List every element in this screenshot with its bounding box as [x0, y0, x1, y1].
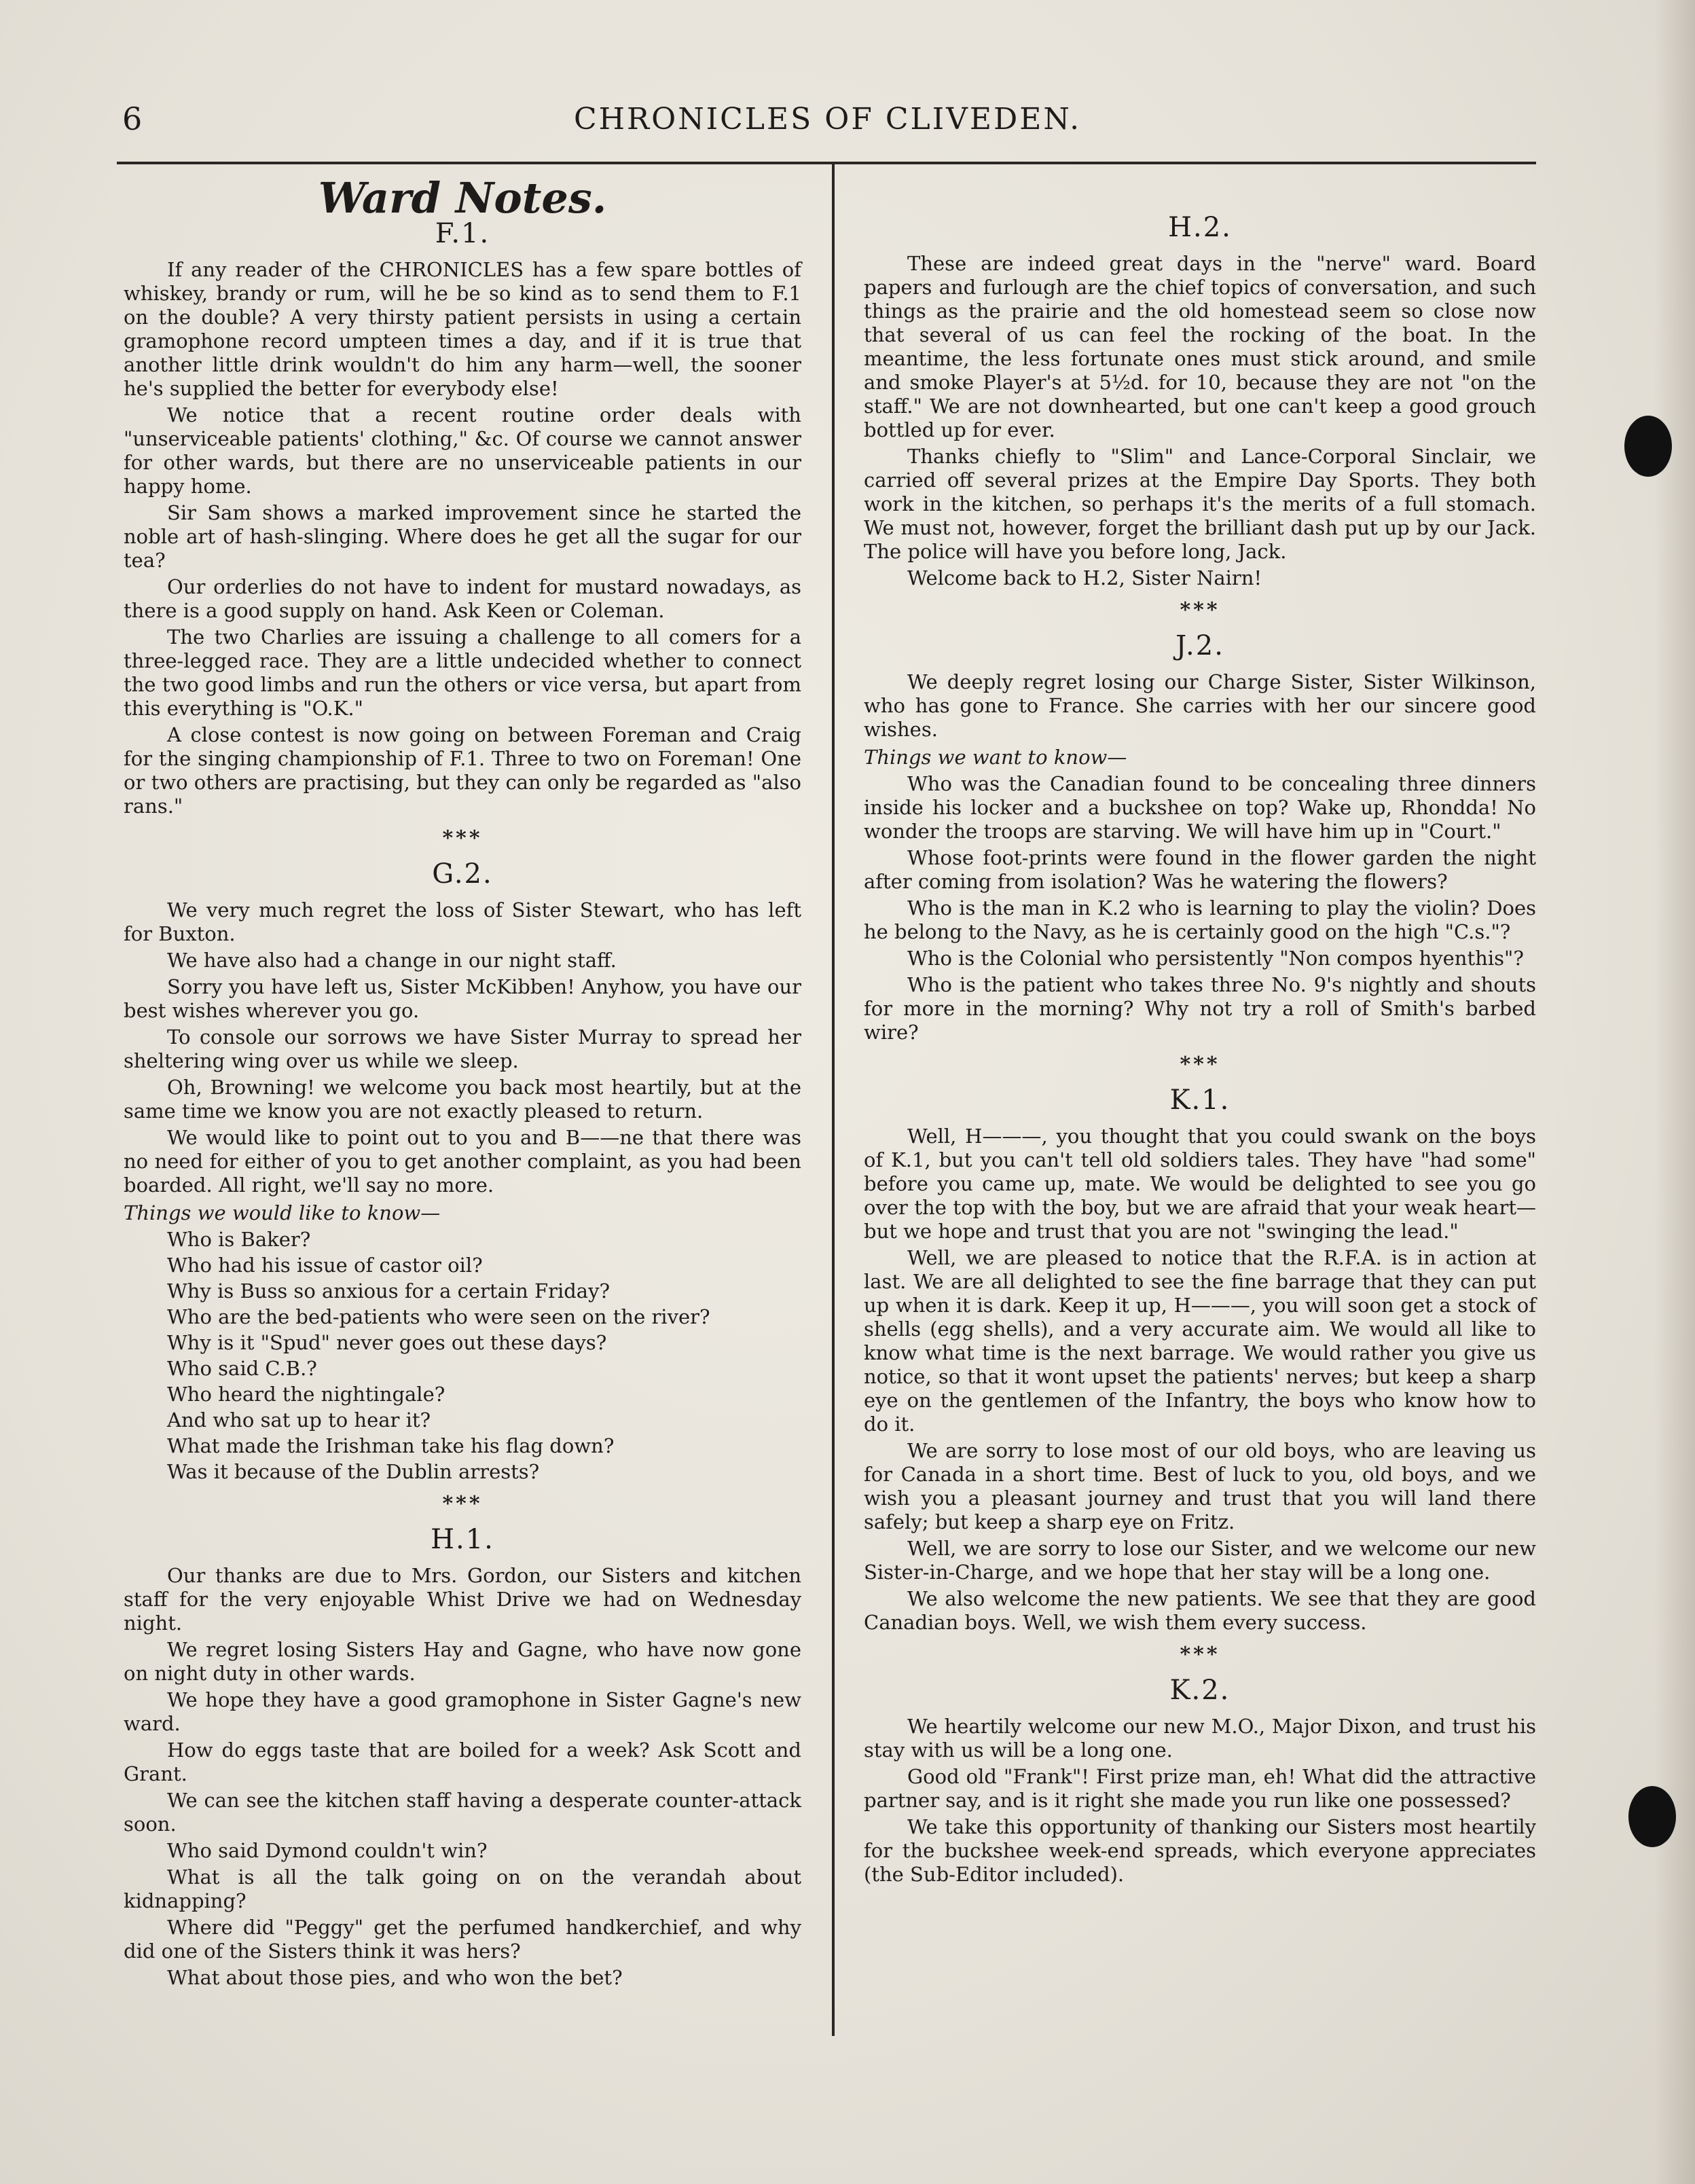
f1-paragraph: A close contest is now going on between Foreman and Craig for the singing championship of F.1. Three to two on Foreman! One or two others are practising, but they can only be regarded as "also rans."	[124, 723, 801, 818]
f1-paragraph: We notice that a recent routine order deals with "unserviceable patients' clothing," &c. Of course we cannot answer for other wards, but there are no unserviceable patients in our happy home.	[124, 403, 801, 498]
section-heading-g2: G.2.	[432, 858, 493, 890]
h2-paragraph: Thanks chiefly to "Slim" and Lance-Corporal Sinclair, we carried off several prizes at the Empire Day Sports. They both work in the kitchen, so perhaps it's the merits of a full stomach. We must not, however, forget the brilliant dash put up by our Jack. The police will have you before long, Jack.	[864, 445, 1536, 563]
punch-hole-top	[1624, 416, 1672, 477]
j2-paragraph: We deeply regret losing our Charge Sister, Sister Wilkinson, who has gone to France. She carries with her our sincere good wishes.	[864, 670, 1536, 741]
g2-paragraph: We very much regret the loss of Sister Stewart, who has left for Buxton.	[124, 898, 801, 945]
h2-paragraph: These are indeed great days in the "nerve" ward. Board papers and furlough are the chief topics of conversation, and such things as the prairie and the old homestead seem so close now that several of us can feel the rocking of the boat. In the meantime, the less fortunate ones must stick around, and smile and smoke Player's at 5½d. for 10, because they are not "on the staff." We are not downhearted, but one can't keep a good grouch bottled up for ever.	[864, 252, 1536, 441]
k2-paragraph: We heartily welcome our new M.O., Major Dixon, and trust his stay with us will be a long one.	[864, 1715, 1536, 1762]
section-heading-h2: H.2.	[1168, 212, 1232, 243]
k1-paragraph: Well, we are pleased to notice that the R.F.A. is in action at last. We are all delighted to see the fine barrage that they can put up when it is dark. Keep it up, H———, you will soon get a stock of shells (egg shells), and a very accurate aim. We would all like to know what time is the next barrage. We would rather you give us notice, so that it wont upset the patients' nerves; but keep a sharp eye on the gentlemen of the Infantry, the boys who know how to do it.	[864, 1246, 1536, 1436]
section-separator: ***	[1180, 598, 1220, 622]
punch-hole-bottom	[1628, 1786, 1676, 1847]
question-line: Who had his issue of castor oil?	[167, 1254, 483, 1277]
question-line: Was it because of the Dublin arrests?	[167, 1460, 540, 1483]
k1-paragraph: Well, H———, you thought that you could swank on the boys of K.1, but you can't tell old soldiers tales. They have "had some" before you came up, mate. We would be delighted to see you go over the top with the boy, but we are afraid that your weak heart—but we hope and trust that you are not "swinging the lead."	[864, 1125, 1536, 1243]
question-line: Who are the bed-patients who were seen on the river?	[167, 1305, 710, 1328]
h1-paragraph: How do eggs taste that are boiled for a week? Ask Scott and Grant.	[124, 1739, 801, 1785]
ward-notes-title: Ward Notes.	[318, 173, 607, 223]
g2-paragraph: We have also had a change in our night staff.	[167, 949, 617, 972]
h1-paragraph: We regret losing Sisters Hay and Gagne, who have now gone on night duty in other wards.	[124, 1638, 801, 1685]
page-spine-shadow	[1654, 0, 1695, 2184]
h1-paragraph: We can see the kitchen staff having a desperate counter-attack soon.	[124, 1789, 801, 1836]
section-heading-k1: K.1.	[1169, 1085, 1231, 1116]
g2-paragraph: Sorry you have left us, Sister McKibben! Anyhow, you have our best wishes wherever you go.	[124, 975, 801, 1022]
k1-paragraph: We are sorry to lose most of our old boys, who are leaving us for Canada in a short time. Best of luck to you, old boys, and we wish you a pleasant journey and trust that you will land there safely; but keep a sharp eye on Fritz.	[864, 1439, 1536, 1533]
f1-paragraph: Our orderlies do not have to indent for mustard nowadays, as there is a good supply on hand. Ask Keen or Coleman.	[124, 575, 801, 622]
h1-paragraph: What is all the talk going on on the verandah about kidnapping?	[124, 1866, 801, 1912]
section-heading-k2: K.2.	[1169, 1675, 1231, 1706]
column-rule	[832, 162, 835, 2036]
question-paragraph: Who is the patient who takes three No. 9's nightly and shouts for more in the morning? Why not try a roll of Smith's barbed wire?	[864, 973, 1536, 1044]
section-separator: ***	[442, 1492, 483, 1516]
page-number: 6	[122, 101, 143, 137]
g2-paragraph: Oh, Browning! we welcome you back most heartily, but at the same time we know you are not exactly pleased to return.	[124, 1076, 801, 1123]
things-to-know-heading: Things we would like to know—	[124, 1201, 441, 1224]
h1-paragraph: What about those pies, and who won the bet?	[167, 1966, 623, 1989]
section-separator: ***	[1180, 1643, 1220, 1667]
k2-paragraph: Good old "Frank"! First prize man, eh! What did the attractive partner say, and is it right she made you run like one possessed?	[864, 1765, 1536, 1812]
question-line: Why is Buss so anxious for a certain Friday?	[167, 1279, 610, 1303]
question-line: Who heard the nightingale?	[167, 1383, 445, 1406]
g2-paragraph: We would like to point out to you and B——ne that there was no need for either of you to get another complaint, as you had been boarded. All right, we'll say no more.	[124, 1126, 801, 1197]
question-paragraph: Who is the Colonial who persistently "Non compos hyenthis"?	[907, 947, 1524, 970]
h1-paragraph: We hope they have a good gramophone in Sister Gagne's new ward.	[124, 1688, 801, 1735]
question-line: And who sat up to hear it?	[167, 1408, 431, 1432]
question-line: Who is Baker?	[167, 1228, 311, 1251]
question-line: What made the Irishman take his flag down?	[167, 1434, 615, 1457]
section-heading-h1: H.1.	[431, 1524, 494, 1555]
section-separator: ***	[442, 826, 483, 850]
h2-paragraph: Welcome back to H.2, Sister Nairn!	[907, 566, 1262, 589]
h1-paragraph: Who said Dymond couldn't win?	[167, 1839, 488, 1862]
things-to-know-heading: Things we want to know—	[864, 746, 1127, 769]
question-paragraph: Who is the man in K.2 who is learning to play the violin? Does he belong to the Navy, as he is certainly good on the high "C.s."?	[864, 896, 1536, 943]
h1-paragraph: Where did "Peggy" get the perfumed handkerchief, and why did one of the Sisters think it was hers?	[124, 1916, 801, 1963]
question-line: Why is it "Spud" never goes out these days?	[167, 1331, 607, 1354]
section-heading-j2: J.2.	[1175, 630, 1224, 661]
question-paragraph: Whose foot-prints were found in the flower garden the night after coming from isolation? Was he watering the flowers?	[864, 846, 1536, 893]
question-line: Who said C.B.?	[167, 1357, 317, 1380]
f1-paragraph: If any reader of the CHRONICLES has a few spare bottles of whiskey, brandy or rum, will he be so kind as to send them to F.1 on the double? A very thirsty patient persists in using a certain gramophone record umpteen times a day, and if it is true that another little drink wouldn't do him any harm—well, the sooner he's supplied the better for everybody else!	[124, 258, 801, 400]
f1-paragraph: The two Charlies are issuing a challenge to all comers for a three-legged race. They are a little undecided whether to connect the two good limbs and run the others or vice versa, but apart from this everything is "O.K."	[124, 625, 801, 720]
running-title: CHRONICLES OF CLIVEDEN.	[574, 102, 1082, 136]
f1-paragraph: Sir Sam shows a marked improvement since he started the noble art of hash-slinging. Where does he get all the sugar for our tea?	[124, 501, 801, 572]
g2-paragraph: To console our sorrows we have Sister Murray to spread her sheltering wing over us while we sleep.	[124, 1025, 801, 1072]
right-column	[864, 204, 1536, 1889]
left-column	[124, 173, 801, 1992]
question-paragraph: Who was the Canadian found to be concealing three dinners inside his locker and a buckshee on top? Wake up, Rhondda! No wonder the troops are starving. We will have him up in "Court."	[864, 772, 1536, 843]
k2-paragraph: We take this opportunity of thanking our Sisters most heartily for the buckshee week-end spreads, which everyone appreciates (the Sub-Editor included).	[864, 1815, 1536, 1886]
page-header	[0, 95, 1695, 149]
h1-paragraph: Our thanks are due to Mrs. Gordon, our Sisters and kitchen staff for the very enjoyable Whist Drive we had on Wednesday night.	[124, 1564, 801, 1635]
k1-paragraph: We also welcome the new patients. We see that they are good Canadian boys. Well, we wish them every success.	[864, 1587, 1536, 1634]
section-separator: ***	[1180, 1053, 1220, 1076]
section-heading-f1: F.1.	[435, 218, 490, 249]
k1-paragraph: Well, we are sorry to lose our Sister, and we welcome our new Sister-in-Charge, and we hope that her stay will be a long one.	[864, 1537, 1536, 1584]
header-rule	[117, 162, 1536, 164]
